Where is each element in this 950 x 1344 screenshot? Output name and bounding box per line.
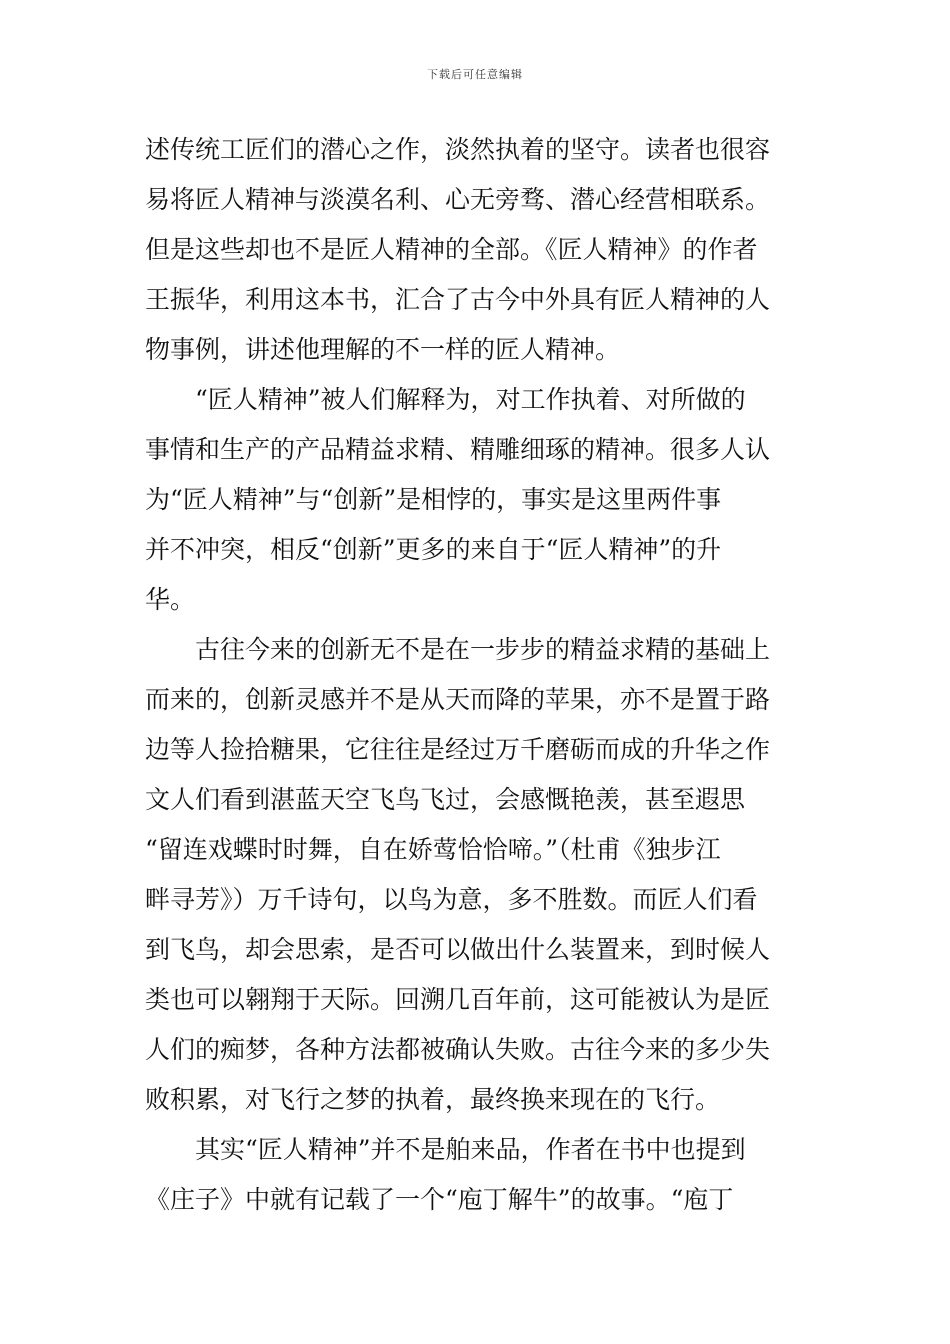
text-line: “留连戏蝶时时舞，自在娇莺恰恰啼。”（杜甫《独步江	[145, 835, 721, 864]
text-line: 并不冲突，相反“创新”更多的来自于“匠人精神”的升	[145, 535, 722, 564]
text-line: 华。	[145, 585, 196, 614]
text-line: 而来的，创新灵感并不是从天而降的苹果，亦不是置于路	[145, 685, 771, 714]
text-line: 边等人捡拾糖果，它往往是经过万千磨砺而成的升华之作	[145, 735, 771, 764]
text-line: 但是这些却也不是匠人精神的全部。《匠人精神》的作者	[145, 235, 758, 264]
text-line: 王振华，利用这本书，汇合了古今中外具有匠人精神的人	[145, 285, 771, 314]
text-line: 文人们看到湛蓝天空飞鸟飞过，会感慨艳羡，甚至遐思	[145, 785, 746, 814]
text-line: 物事例，讲述他理解的不一样的匠人精神。	[145, 335, 621, 364]
text-line: 为“匠人精神”与“创新”是相悖的，事实是这里两件事	[145, 485, 722, 514]
body-text	[145, 125, 807, 1225]
paragraph-first-line: 古往今来的创新无不是在一步步的精益求精的基础上	[195, 635, 771, 664]
text-line: 人们的痴梦，各种方法都被确认失败。古往今来的多少失	[145, 1035, 771, 1064]
paragraph-first-line: “匠人精神”被人们解释为，对工作执着、对所做的	[195, 385, 746, 414]
page-header: 下载后可任意编辑	[427, 68, 523, 81]
text-line: 述传统工匠们的潜心之作，淡然执着的坚守。读者也很容	[145, 135, 771, 164]
text-line: 《庄子》中就有记载了一个“庖丁解牛”的故事。“庖丁	[145, 1185, 734, 1214]
paragraph-first-line: 其实“匠人精神”并不是舶来品，作者在书中也提到	[195, 1135, 746, 1164]
text-line: 易将匠人精神与淡漠名利、心无旁骛、潜心经营相联系。	[145, 185, 771, 214]
text-line: 到飞鸟，却会思索，是否可以做出什么装置来，到时候人	[145, 935, 771, 964]
text-line: 事情和生产的产品精益求精、精雕细琢的精神。很多人认	[145, 435, 771, 464]
text-line: 类也可以翱翔于天际。回溯几百年前，这可能被认为是匠	[145, 985, 771, 1014]
text-line: 畔寻芳》）万千诗句，以鸟为意，多不胜数。而匠人们看	[145, 885, 758, 914]
text-line: 败积累，对飞行之梦的执着，最终换来现在的飞行。	[145, 1085, 721, 1114]
